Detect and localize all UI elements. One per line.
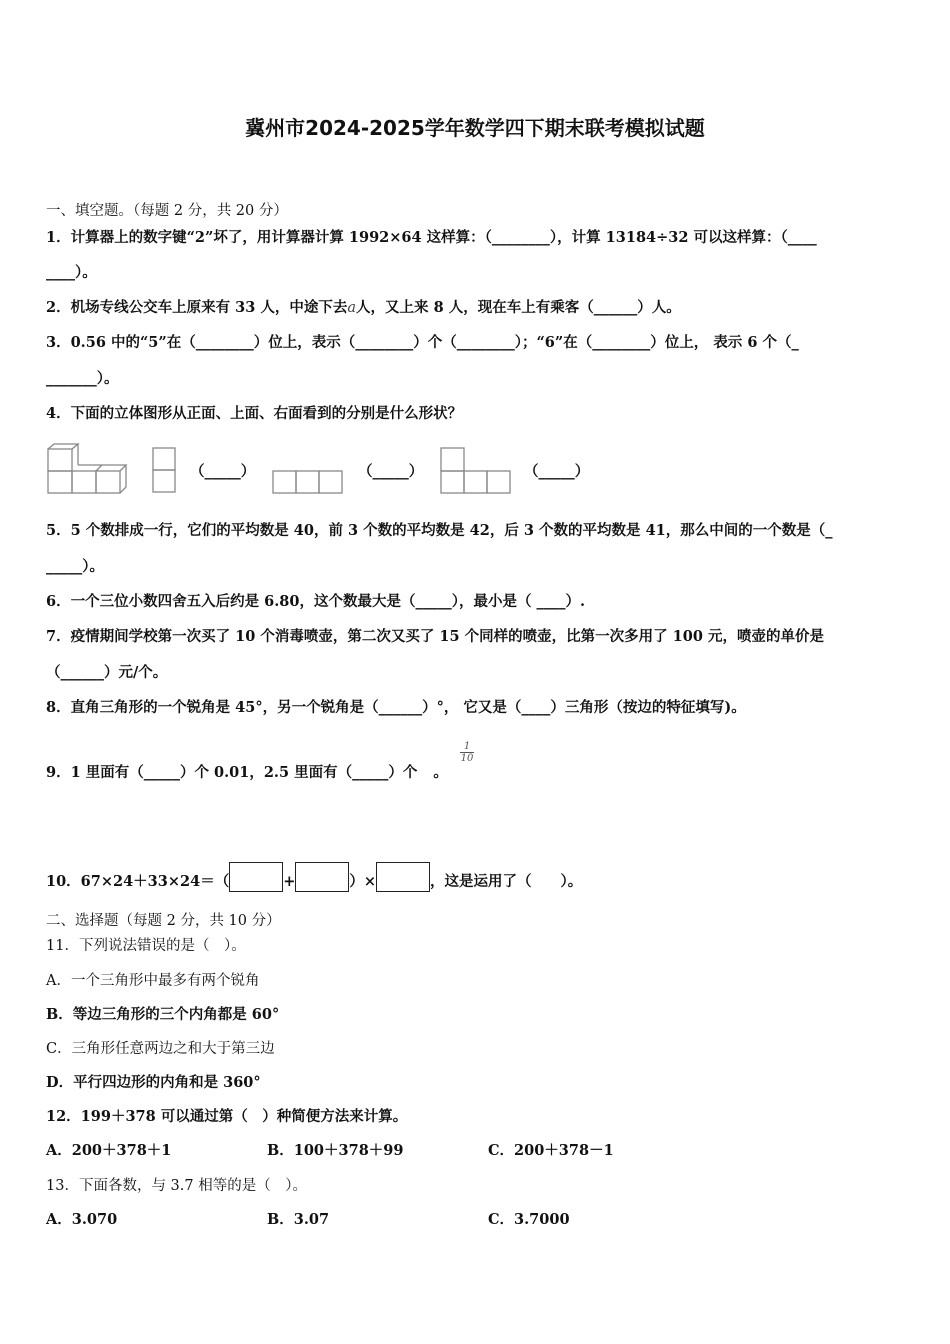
question-9-end: 。 [433,764,448,781]
question-5-line-1: 5．5 个数排成一行，它们的平均数是 40，前 3 个数的平均数是 42，后 3 个数的平均数是 41，那么中间的一个数是（_ [46,522,833,539]
variable-a: a [347,300,357,316]
answer-box-3[interactable] [376,862,430,892]
view-shape-vertical [152,443,178,497]
question-3-line-2: _______）。 [46,370,119,387]
question-8: 8．直角三角形的一个锐角是 45°，另一个锐角是（______）°， 它又是（____）三角形（按边的特征填写)。 [46,699,746,716]
question-11-option-c: C．三角形任意两边之和大于第三边 [46,1041,275,1057]
question-11-stem: 11．下列说法错误的是（ ）。 [46,938,246,954]
question-4: 4．下面的立体图形从正面、上面、右面看到的分别是什么形状？ [46,405,463,422]
question-13-option-c: C．3.7000 [488,1211,570,1228]
fraction-denominator: 10 [460,753,474,764]
section-choice-heading: 二、选择题（每题 2 分，共 10 分） [46,913,281,929]
question-3-line-1: 3．0.56 中的“5”在（________）位上，表示（________）个（________）；“6”在（________）位上， 表示 6 个（_ [46,334,799,351]
question-1-line-2: ____）。 [46,264,97,281]
question-11-option-d: D．平行四边形的内角和是 360° [46,1074,261,1091]
question-2-pre: 2．机场专线公交车上原来有 33 人，中途下去 [46,299,348,316]
question-2 [46,298,681,318]
question-10-post: ，这是运用了（ ）。 [430,873,583,890]
question-13-option-b: B．3.07 [267,1211,330,1228]
answer-box-1[interactable] [229,862,283,892]
question-9-text: 9．1 里面有（_____）个 0.01，2.5 里面有（_____）个 [46,764,418,781]
solid-figure-3d [46,443,128,497]
question-11-option-b: B．等边三角形的三个内角都是 60° [46,1006,280,1023]
question-13-stem: 13．下面各数，与 3.7 相等的是（ ）。 [46,1178,307,1194]
question-11-option-a: A．一个三角形中最多有两个锐角 [46,973,260,989]
question-12-option-c: C．200＋378－1 [488,1142,614,1159]
section-fill-blank-heading: 一、填空题。（每题 2 分，共 20 分） [46,203,288,219]
fraction-one-tenth [460,741,474,764]
answer-blank-2: （_____） [358,463,424,480]
page-title: 冀州市2024-2025学年数学四下期末联考模拟试题 [245,116,705,140]
view-shape-row [272,443,346,497]
question-13-option-a: A．3.070 [46,1211,118,1228]
question-10-pre: 10．67×24＋33×24＝（ [46,873,230,890]
question-10-close: ）× [349,873,377,890]
question-6: 6．一个三位小数四舍五入后约是 6.80，这个数最大是（_____），最小是（ ____）. [46,593,586,610]
question-12-option-b: B．100＋378＋99 [267,1142,404,1159]
answer-blank-3: （_____） [524,463,590,480]
question-9 [46,763,448,783]
question-5-line-2: _____）。 [46,558,104,575]
question-10 [46,862,582,892]
question-7-line-1: 7．疫情期间学校第一次买了 10 个消毒喷壶，第二次又买了 15 个同样的喷壶，比第一次多用了 100 元，喷壶的单价是 [46,628,824,645]
question-12-option-a: A．200＋378＋1 [46,1142,172,1159]
plus-sign: + [283,873,296,890]
question-1-line-1: 1．计算器上的数字键“2”坏了，用计算器计算 1992×64 这样算：（________），计算 13184÷32 可以这样算：（____ [46,229,817,246]
view-shape-l [440,443,514,497]
answer-blank-1: （_____） [190,463,256,480]
answer-box-2[interactable] [295,862,349,892]
question-12-stem: 12．199＋378 可以通过第（ ）种简便方法来计算。 [46,1108,408,1125]
question-7-line-2: （______）元/个。 [46,664,168,681]
fraction-numerator: 1 [463,741,471,752]
question-2-post: 人，又上来 8 人，现在车上有乘客（______）人。 [356,299,681,316]
